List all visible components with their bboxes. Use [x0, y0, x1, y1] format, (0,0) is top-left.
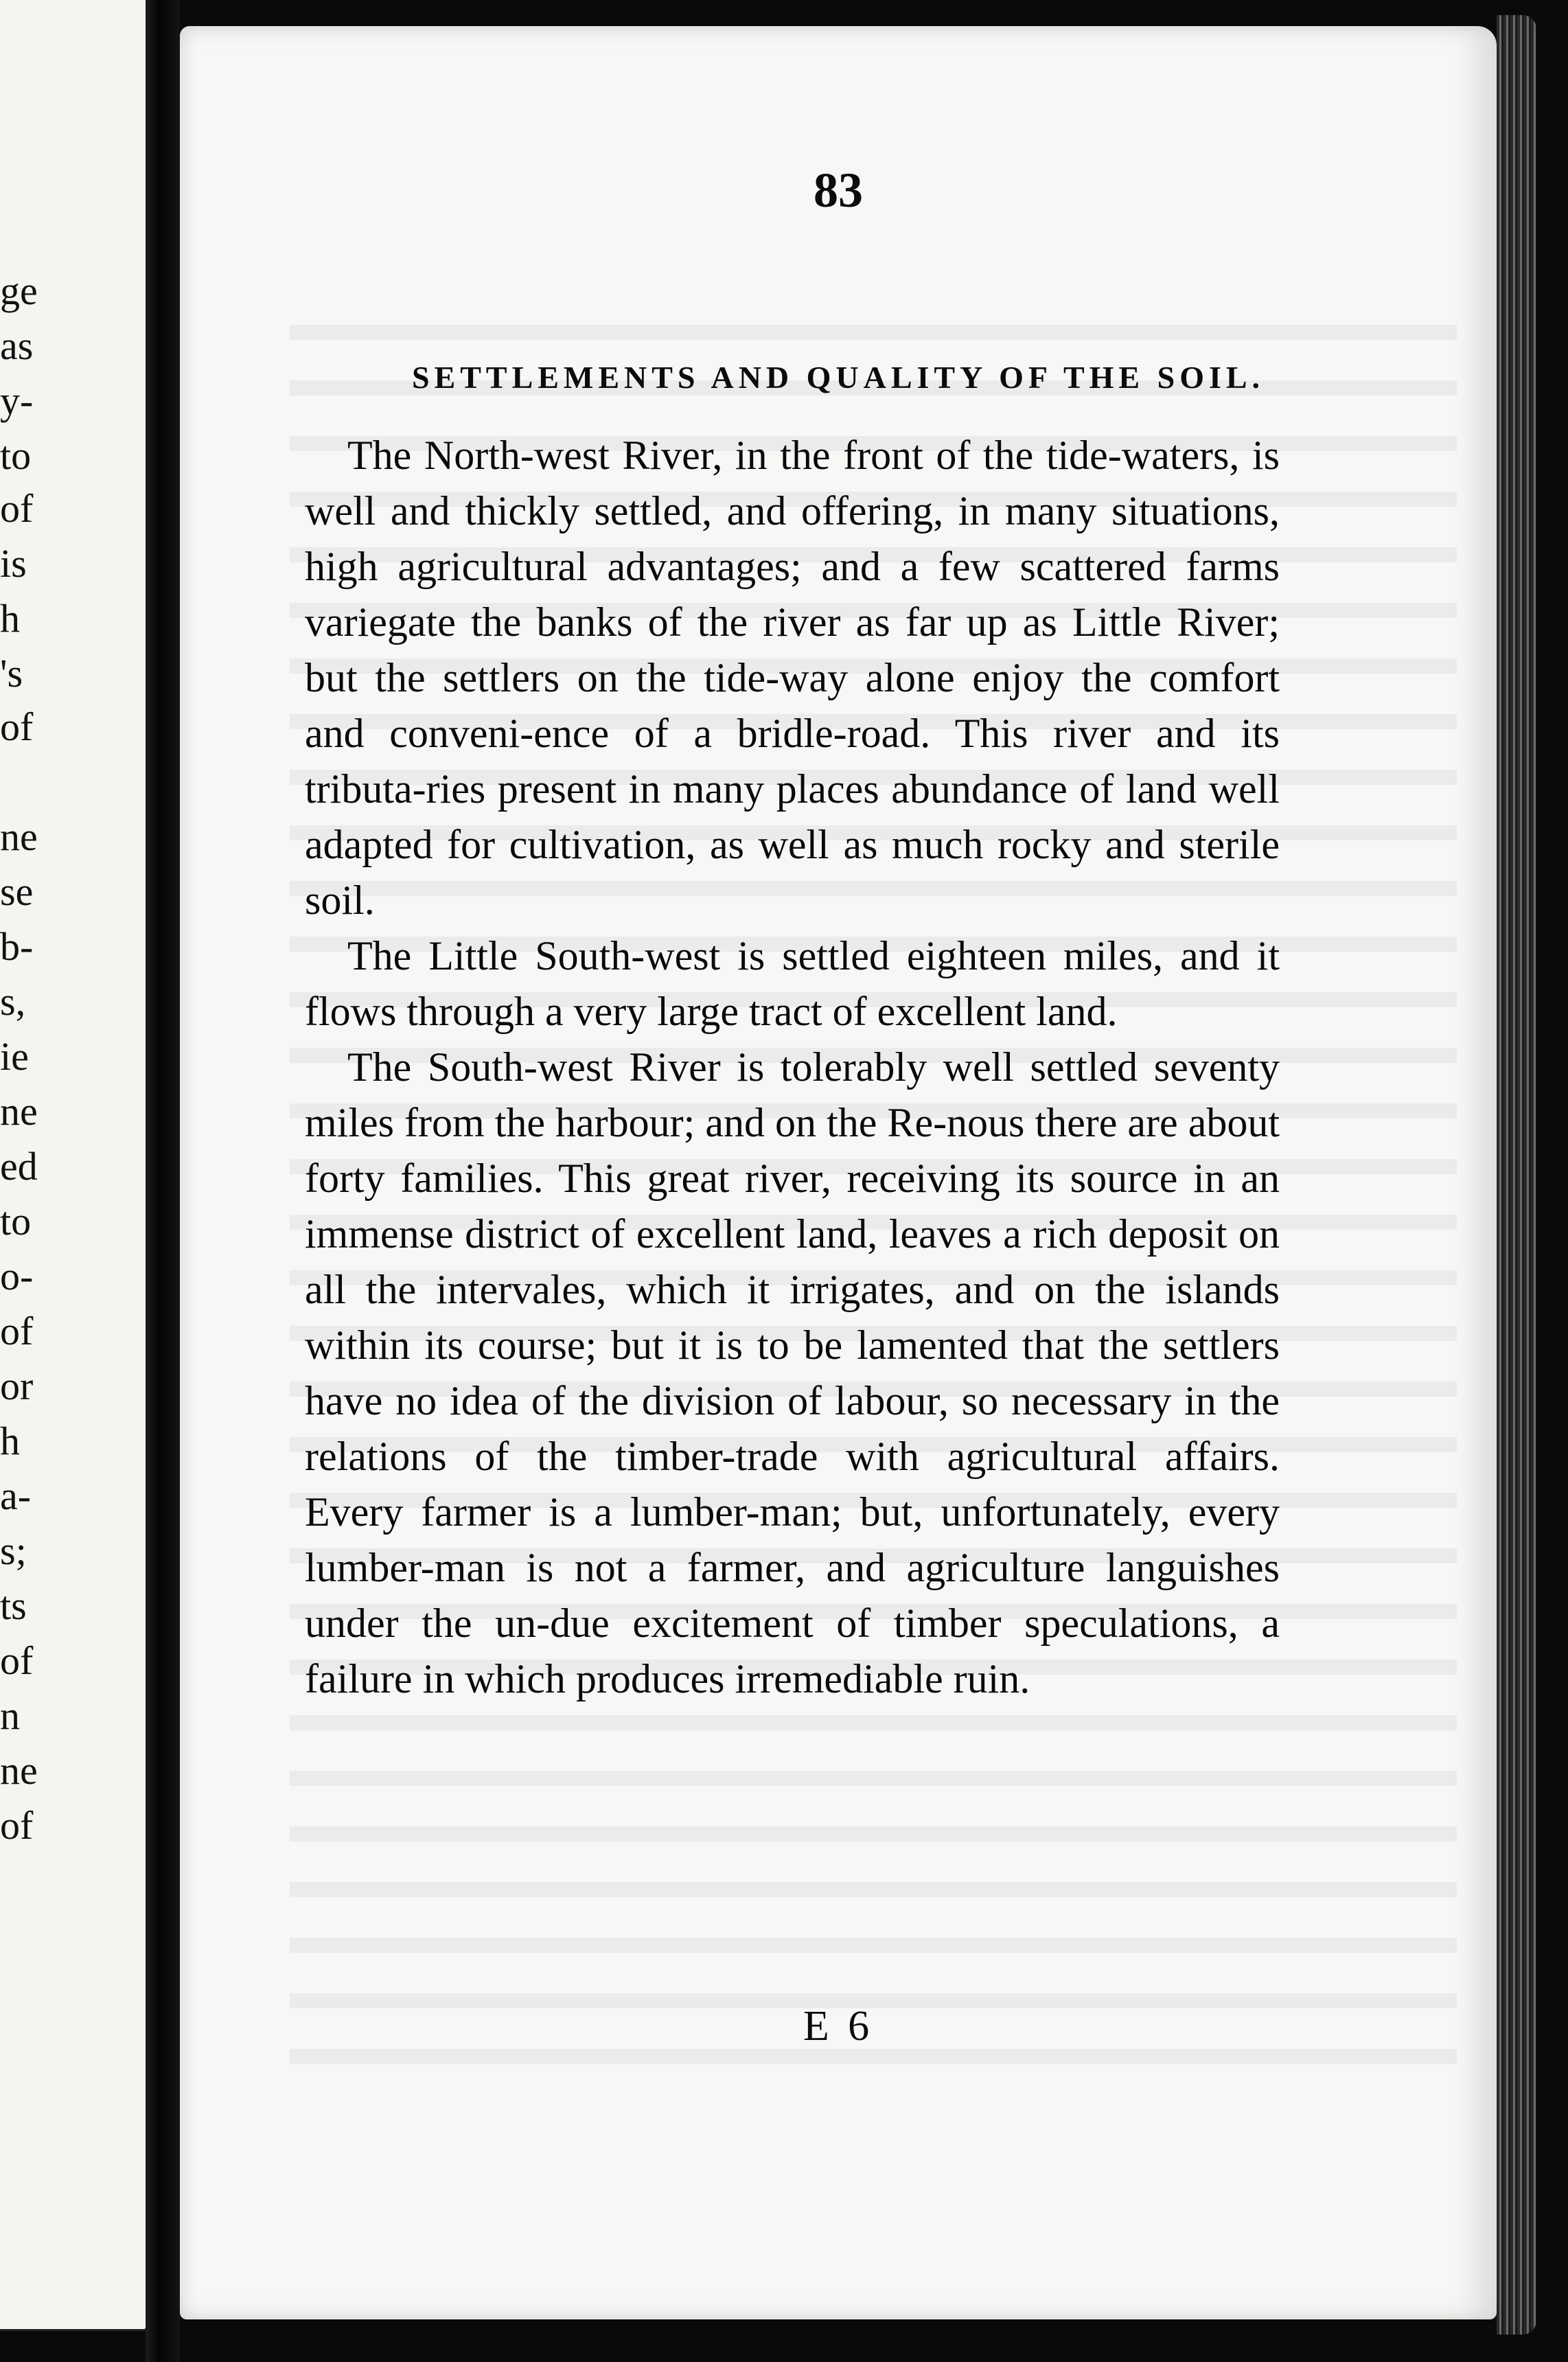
left-page-line-fragment: of [0, 1309, 34, 1353]
left-page-line-fragment: of [0, 1803, 34, 1848]
left-page-line-fragment: ed [0, 1144, 38, 1189]
left-page-line-fragment: b- [0, 924, 34, 969]
left-page-line-fragment: of [0, 704, 34, 749]
left-page-line-fragment: to [0, 433, 32, 478]
paragraph: The Little South-west is settled eighteen miles, and it flows through a very large tract of excellent land. [305, 933, 1280, 1034]
left-page-line-fragment: to [0, 1199, 32, 1243]
signature-mark: E 6 [803, 2003, 874, 2050]
paragraph: The South-west River is tolerably well settled seventy miles from the harbour; and on the Re-nous there are about forty families. This great river, receiving its source in an immense district of excellent land, leaves a rich deposit on all the intervales, which it irrigates, and on the islands within its course; but it is to be lamented that the settlers have no idea of the division of labour, so necessary in the relations of the timber-trade with agricultural affairs. Every farmer is a lumber-man; but, unfortunately, every lumber-man is not a farmer, and agriculture languishes under the un-due excitement of timber speculations, a failure in which produces irremediable ruin. [305, 1044, 1280, 1701]
left-facing-page [0, 0, 148, 2331]
left-page-line-fragment: a- [0, 1474, 32, 1518]
paragraph: The North-west River, in the front of the tide-waters, is well and thickly settled, and offering, in many situations, high agricultural advantages; and a few scattered farms variegate the banks of the river as far up as Little River; but the settlers on the tide-way alone enjoy the comfort and conveni-ence of a bridle-road. This river and its tributa-ries present in many places abundance of land well adapted for cultivation, as well as much rocky and sterile soil. [305, 433, 1280, 923]
book-gutter [146, 0, 180, 2362]
left-page-line-fragment: is [0, 541, 27, 586]
left-page-line-fragment: s, [0, 979, 26, 1024]
left-page-line-fragment: 's [0, 651, 23, 696]
left-page-line-fragment: y- [0, 378, 34, 423]
left-page-line-fragment: h [0, 1419, 20, 1463]
left-page-line-fragment: of [0, 1638, 34, 1683]
left-page-line-fragment: ne [0, 1748, 38, 1793]
left-page-line-fragment: or [0, 1364, 34, 1408]
left-page-line-fragment: h [0, 596, 20, 641]
left-page-line-fragment: ne [0, 1089, 38, 1134]
book-page [180, 26, 1497, 2319]
left-page-line-fragment: as [0, 323, 34, 368]
left-page-line-fragment: ts [0, 1583, 27, 1628]
page-number: 83 [814, 163, 863, 218]
left-page-line-fragment: of [0, 486, 34, 531]
left-page-line-fragment: ie [0, 1034, 29, 1079]
page-edges [1497, 15, 1536, 2335]
left-page-line-fragment: o- [0, 1254, 34, 1298]
left-page-line-fragment: se [0, 869, 34, 914]
body-text [305, 428, 1280, 1707]
left-page-line-fragment: ge [0, 268, 38, 313]
left-page-line-fragment: s; [0, 1528, 27, 1573]
left-page-line-fragment: ne [0, 814, 38, 859]
left-page-line-fragment: n [0, 1693, 20, 1738]
section-heading: SETTLEMENTS AND QUALITY OF THE SOIL. [411, 360, 1265, 395]
